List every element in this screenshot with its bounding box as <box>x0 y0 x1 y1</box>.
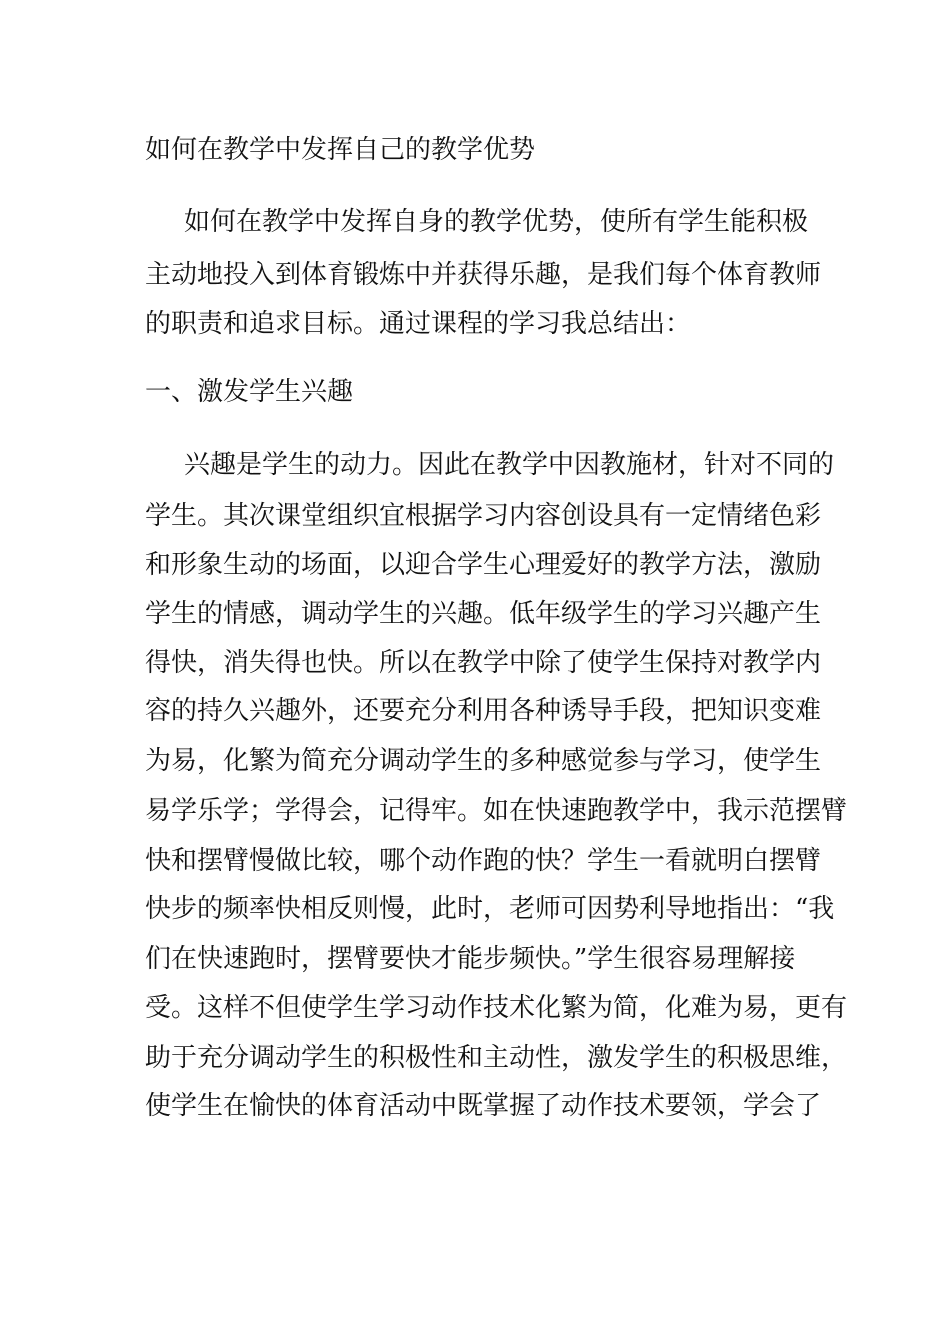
body-line-11: 们在快速跑时，摆臂要快才能步频快。”学生很容易理解接 <box>145 944 796 974</box>
body-line-9: 快和摆臂慢做比较，哪个动作跑的快？学生一看就明白摆臂 <box>145 846 822 876</box>
body-line-8: 易学乐学；学得会，记得牢。如在快速跑教学中，我示范摆臂 <box>145 796 848 826</box>
intro-line-1: 如何在教学中发挥自身的教学优势，使所有学生能积极 <box>184 207 809 237</box>
body-line-10: 快步的频率快相反则慢，此时，老师可因势利导地指出：“我 <box>145 894 835 924</box>
body-line-4: 学生的情感，调动学生的兴趣。低年级学生的学习兴趣产生 <box>145 599 822 629</box>
body-line-12: 受。这样不但使学生学习动作技术化繁为简，化难为易，更有 <box>145 993 848 1023</box>
section-heading: 一、激发学生兴趣 <box>145 377 354 407</box>
intro-line-3: 的职责和追求目标。通过课程的学习我总结出： <box>145 309 692 339</box>
body-line-7: 为易，化繁为简充分调动学生的多种感觉参与学习，使学生 <box>145 746 822 776</box>
body-line-14: 使学生在愉快的体育活动中既掌握了动作技术要领，学会了 <box>145 1091 822 1121</box>
body-line-1: 兴趣是学生的动力。因此在教学中因教施材，针对不同的 <box>184 450 835 480</box>
body-line-6: 容的持久兴趣外，还要充分利用各种诱导手段，把知识变难 <box>145 696 822 726</box>
body-line-5: 得快，消失得也快。所以在教学中除了使学生保持对教学内 <box>145 648 822 678</box>
body-line-2: 学生。其次课堂组织宜根据学习内容创设具有一定情绪色彩 <box>145 501 822 531</box>
intro-line-2: 主动地投入到体育锻炼中并获得乐趣，是我们每个体育教师 <box>145 260 822 290</box>
body-line-13: 助于充分调动学生的积极性和主动性，激发学生的积极思维， <box>145 1043 848 1073</box>
body-line-3: 和形象生动的场面，以迎合学生心理爱好的教学方法，激励 <box>145 550 822 580</box>
document-title: 如何在教学中发挥自己的教学优势 <box>145 135 536 165</box>
